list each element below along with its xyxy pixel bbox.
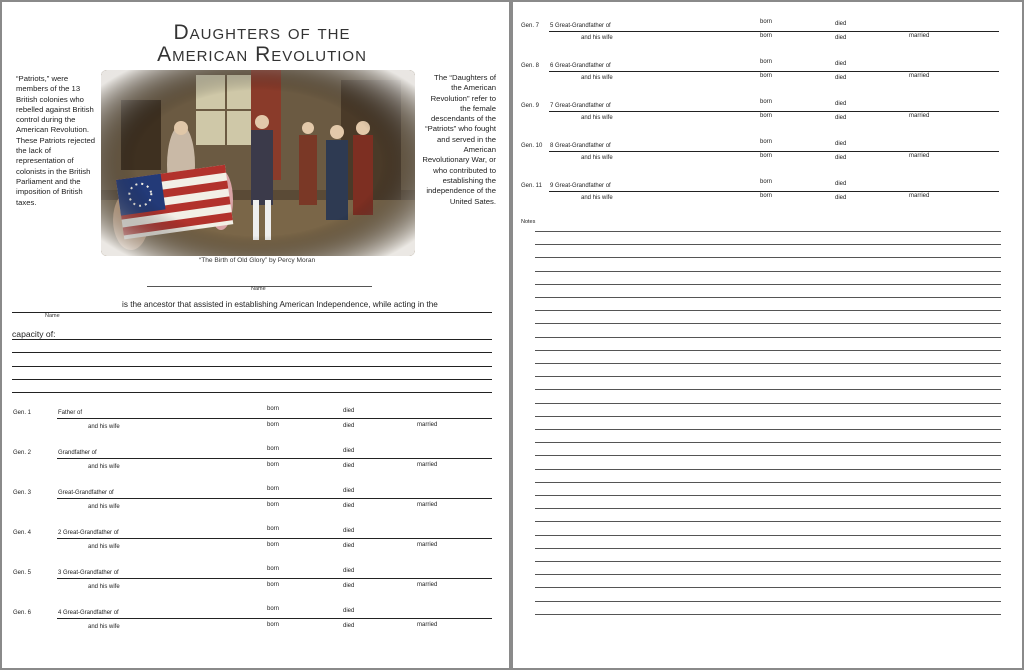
notes-line[interactable] <box>535 297 1001 298</box>
married-label: married <box>909 113 930 119</box>
died-label: died <box>835 141 847 147</box>
relation-label: 5 Great-Grandfather of <box>550 23 611 29</box>
notes-line[interactable] <box>535 231 1001 232</box>
born-label: born <box>267 566 280 572</box>
born-label: born <box>760 73 773 79</box>
ancestor-entry-line[interactable] <box>57 618 492 619</box>
relation-label: 3 Great-Grandfather of <box>58 570 119 576</box>
notes-line[interactable] <box>535 284 1001 285</box>
born-label: born <box>267 582 280 588</box>
wife-label: and his wife <box>88 584 120 590</box>
ancestor-entry-line[interactable] <box>57 418 492 419</box>
born-label: born <box>760 19 773 25</box>
born-label: born <box>760 139 773 145</box>
relation-label: Grandfather of <box>58 450 97 456</box>
notes-line[interactable] <box>535 548 1001 549</box>
wife-label: and his wife <box>88 504 120 510</box>
died-label: died <box>343 623 355 629</box>
born-label: born <box>267 542 280 548</box>
relation-label: 7 Great-Grandfather of <box>550 103 611 109</box>
left-page <box>2 2 509 668</box>
ancestor-entry-line[interactable] <box>549 111 999 112</box>
notes-line[interactable] <box>535 376 1001 377</box>
married-label: married <box>417 542 438 548</box>
born-label: born <box>267 526 280 532</box>
patriots-intro: “Patriots,” were members of the 13 British colonies who rebelled against British control during the American Revolution. These Patriots rejected the lack of representation of colonists in the British Parliament and the imposition of British taxes. <box>16 74 96 207</box>
notes-line[interactable] <box>535 601 1001 602</box>
died-label: died <box>343 408 355 414</box>
ancestor-entry-line[interactable] <box>57 578 492 579</box>
born-label: born <box>760 99 773 105</box>
notes-line[interactable] <box>535 429 1001 430</box>
notes-line[interactable] <box>535 495 1001 496</box>
notes-line[interactable] <box>535 337 1001 338</box>
relation-label: Great-Grandfather of <box>58 490 114 496</box>
ancestor-entry-line[interactable] <box>549 71 999 72</box>
relation-label: 4 Great-Grandfather of <box>58 610 119 616</box>
notes-line[interactable] <box>535 482 1001 483</box>
died-label: died <box>343 568 355 574</box>
died-label: died <box>835 35 847 41</box>
ancestor-sentence: is the ancestor that assisted in establishing American Independence, while acting in the <box>122 300 438 309</box>
generation-number: Gen. 5 <box>13 570 32 576</box>
born-label: born <box>760 179 773 185</box>
died-label: died <box>343 543 355 549</box>
died-label: died <box>343 503 355 509</box>
capacity-label: capacity of: <box>12 329 56 339</box>
married-label: married <box>417 462 438 468</box>
ancestor-entry-line[interactable] <box>57 538 492 539</box>
notes-line[interactable] <box>535 310 1001 311</box>
wife-label: and his wife <box>581 195 613 201</box>
ancestor-entry-line[interactable] <box>549 191 999 192</box>
died-label: died <box>835 195 847 201</box>
notes-line[interactable] <box>535 323 1001 324</box>
died-label: died <box>343 488 355 494</box>
relation-label: 8 Great-Grandfather of <box>550 143 611 149</box>
capacity-line-1[interactable] <box>12 339 492 340</box>
name-label: Name <box>251 286 266 292</box>
notes-line[interactable] <box>535 469 1001 470</box>
ancestor-name-label: Name <box>45 313 60 319</box>
notes-line[interactable] <box>535 574 1001 575</box>
married-label: married <box>417 622 438 628</box>
notes-line[interactable] <box>535 257 1001 258</box>
married-label: married <box>909 193 930 199</box>
daughters-intro: The “Daughters of the American Revolution” refer to the female descendants of the “Patriots” who fought and served in the American Revolutionary War, or who contributed to establishing the independence of the United Sates. <box>422 73 496 206</box>
died-label: died <box>343 463 355 469</box>
right-page <box>513 2 1022 668</box>
notes-line[interactable] <box>535 614 1001 615</box>
died-label: died <box>835 155 847 161</box>
title-line-2: American Revolution <box>157 43 367 66</box>
born-label: born <box>760 33 773 39</box>
notes-line[interactable] <box>535 561 1001 562</box>
generation-number: Gen. 11 <box>521 183 542 189</box>
notes-line[interactable] <box>535 442 1001 443</box>
born-label: born <box>267 462 280 468</box>
painting-image <box>101 70 415 256</box>
born-label: born <box>267 606 280 612</box>
generation-number: Gen. 3 <box>13 490 32 496</box>
born-label: born <box>760 153 773 159</box>
ancestor-entry-line[interactable] <box>549 31 999 32</box>
died-label: died <box>343 528 355 534</box>
notes-line[interactable] <box>535 521 1001 522</box>
relation-label: 6 Great-Grandfather of <box>550 63 611 69</box>
ancestor-entry-line[interactable] <box>57 458 492 459</box>
generation-number: Gen. 9 <box>521 103 540 109</box>
generation-number: Gen. 1 <box>13 410 32 416</box>
notes-line[interactable] <box>535 389 1001 390</box>
capacity-line-2[interactable] <box>12 352 492 353</box>
wife-label: and his wife <box>88 544 120 550</box>
married-label: married <box>417 582 438 588</box>
born-label: born <box>267 486 280 492</box>
died-label: died <box>835 61 847 67</box>
generation-number: Gen. 2 <box>13 450 32 456</box>
capacity-line-3[interactable] <box>12 366 492 367</box>
married-label: married <box>909 33 930 39</box>
born-label: born <box>267 622 280 628</box>
wife-label: and his wife <box>581 115 613 121</box>
painting-caption: “The Birth of Old Glory” by Percy Moran <box>199 257 316 264</box>
notes-line[interactable] <box>535 350 1001 351</box>
died-label: died <box>343 583 355 589</box>
notes-line[interactable] <box>535 587 1001 588</box>
born-label: born <box>267 422 280 428</box>
notes-line[interactable] <box>535 403 1001 404</box>
died-label: died <box>343 423 355 429</box>
married-label: married <box>417 502 438 508</box>
capacity-line-5[interactable] <box>12 392 492 393</box>
married-label: married <box>909 73 930 79</box>
relation-label: 9 Great-Grandfather of <box>550 183 611 189</box>
born-label: born <box>267 502 280 508</box>
notes-line[interactable] <box>535 455 1001 456</box>
ancestor-name-line[interactable] <box>12 312 492 313</box>
wife-label: and his wife <box>581 155 613 161</box>
generation-number: Gen. 6 <box>13 610 32 616</box>
capacity-line-4[interactable] <box>12 379 492 380</box>
relation-label: Father of <box>58 410 83 416</box>
wife-label: and his wife <box>88 424 120 430</box>
wife-label: and his wife <box>581 35 613 41</box>
died-label: died <box>835 115 847 121</box>
born-label: born <box>760 59 773 65</box>
title-line-1: Daughters of the <box>173 21 351 44</box>
died-label: died <box>835 75 847 81</box>
notes-line[interactable] <box>535 244 1001 245</box>
notes-line[interactable] <box>535 416 1001 417</box>
notes-line[interactable] <box>535 508 1001 509</box>
generation-number: Gen. 4 <box>13 530 32 536</box>
generation-number: Gen. 8 <box>521 63 540 69</box>
ancestor-entry-line[interactable] <box>549 151 999 152</box>
wife-label: and his wife <box>88 624 120 630</box>
married-label: married <box>909 153 930 159</box>
died-label: died <box>835 101 847 107</box>
wife-label: and his wife <box>88 464 120 470</box>
notes-line[interactable] <box>535 271 1001 272</box>
generation-number: Gen. 7 <box>521 23 540 29</box>
born-label: born <box>267 406 280 412</box>
ancestor-entry-line[interactable] <box>57 498 492 499</box>
born-label: born <box>760 113 773 119</box>
died-label: died <box>343 608 355 614</box>
notes-line[interactable] <box>535 535 1001 536</box>
born-label: born <box>760 193 773 199</box>
generation-number: Gen. 10 <box>521 143 543 149</box>
died-label: died <box>835 21 847 27</box>
born-label: born <box>267 446 280 452</box>
wife-label: and his wife <box>581 75 613 81</box>
married-label: married <box>417 422 438 428</box>
died-label: died <box>343 448 355 454</box>
died-label: died <box>835 181 847 187</box>
notes-line[interactable] <box>535 363 1001 364</box>
relation-label: 2 Great-Grandfather of <box>58 530 119 536</box>
notes-label: Notes <box>521 219 536 225</box>
